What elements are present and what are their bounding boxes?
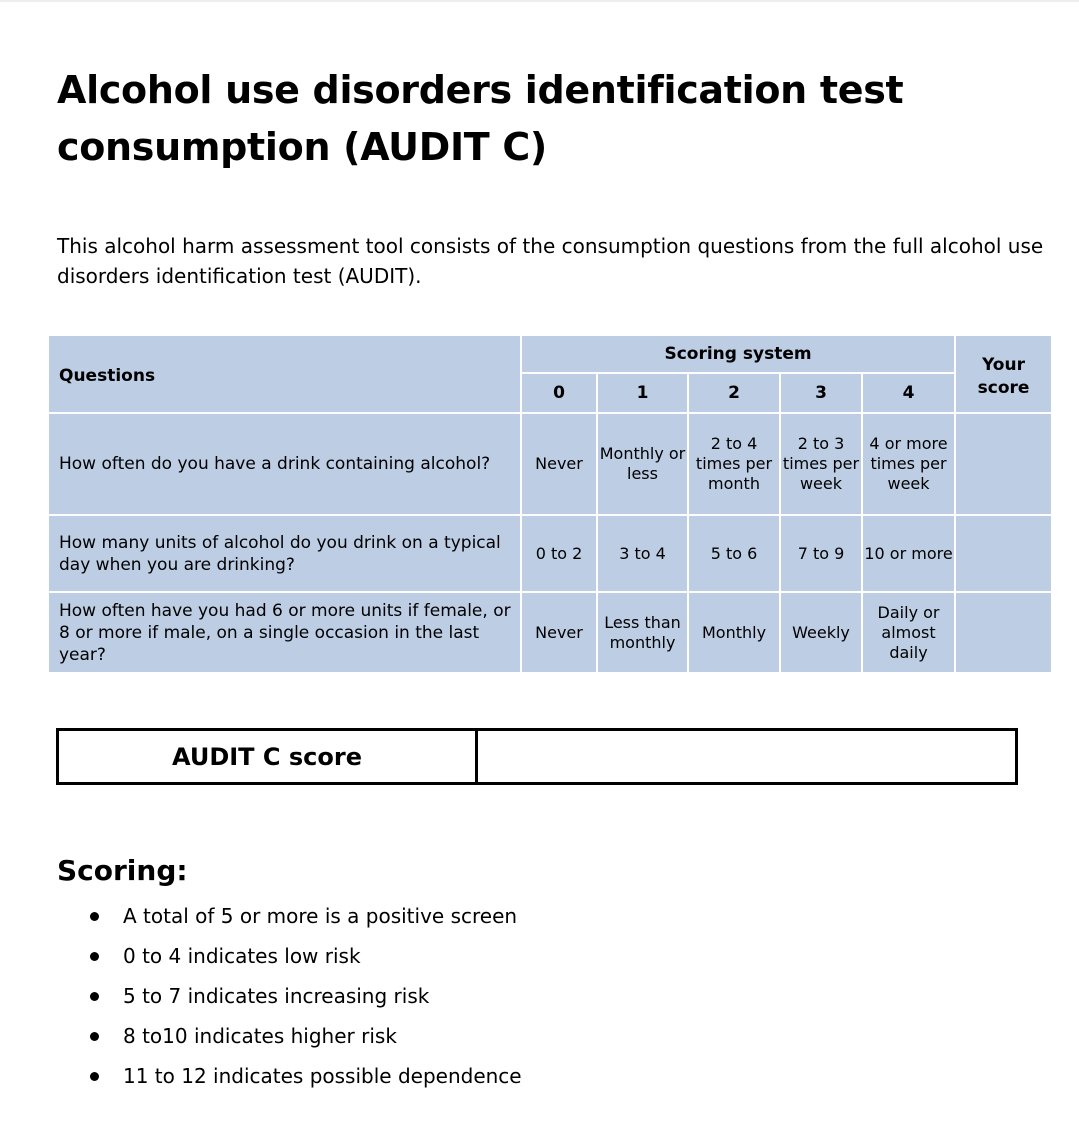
bullet-icon: [90, 952, 99, 961]
answer-cell[interactable]: Never: [521, 592, 597, 673]
list-item: [88, 896, 522, 936]
scoring-item-text: 11 to 12 indicates possible dependence: [123, 1064, 522, 1088]
scoring-title: Scoring:: [57, 854, 188, 887]
question-cell: How often do you have a drink containing alcohol?: [48, 413, 521, 515]
scoring-list: [88, 896, 522, 1096]
audit-c-table: [47, 334, 1053, 674]
answer-cell[interactable]: Monthly: [688, 592, 780, 673]
questions-header: Questions: [48, 335, 521, 413]
your-score-cell[interactable]: [955, 515, 1052, 592]
scoring-item-text: A total of 5 or more is a positive screen: [123, 904, 518, 928]
scoring-item-text: 8 to10 indicates higher risk: [123, 1024, 397, 1048]
answer-cell[interactable]: 2 to 3 times per week: [780, 413, 862, 515]
bullet-icon: [90, 1032, 99, 1041]
score-column-4: 4: [862, 373, 955, 413]
answer-cell[interactable]: Daily or almost daily: [862, 592, 955, 673]
table-row: [48, 592, 1052, 673]
score-column-0: 0: [521, 373, 597, 413]
scoring-system-header: Scoring system: [521, 335, 955, 373]
score-column-3: 3: [780, 373, 862, 413]
bullet-icon: [90, 1072, 99, 1081]
bullet-icon: [90, 992, 99, 1001]
page-title: Alcohol use disorders identification test consumption (AUDIT C): [57, 68, 904, 169]
table-row: [48, 515, 1052, 592]
score-column-1: 1: [597, 373, 688, 413]
audit-c-score-input[interactable]: [478, 731, 1015, 782]
your-score-cell[interactable]: [955, 592, 1052, 673]
list-item: [88, 1016, 522, 1056]
your-score-header: Your score: [955, 335, 1052, 413]
intro-text: This alcohol harm assessment tool consists of the consumption questions from the full alcohol use disorders identification test (AUDIT).: [57, 234, 1044, 288]
bullet-icon: [90, 912, 99, 921]
answer-cell[interactable]: Weekly: [780, 592, 862, 673]
list-item: [88, 1056, 522, 1096]
scoring-item-text: 0 to 4 indicates low risk: [123, 944, 361, 968]
list-item: [88, 976, 522, 1016]
answer-cell[interactable]: 10 or more: [862, 515, 955, 592]
your-score-cell[interactable]: [955, 413, 1052, 515]
audit-c-score-box: [56, 728, 1018, 785]
answer-cell[interactable]: 3 to 4: [597, 515, 688, 592]
answer-cell[interactable]: Less than monthly: [597, 592, 688, 673]
question-cell: How often have you had 6 or more units if female, or 8 or more if male, on a single occasion in the last year?: [48, 592, 521, 673]
score-column-2: 2: [688, 373, 780, 413]
list-item: [88, 936, 522, 976]
answer-cell[interactable]: 7 to 9: [780, 515, 862, 592]
answer-cell[interactable]: 0 to 2: [521, 515, 597, 592]
answer-cell[interactable]: Monthly or less: [597, 413, 688, 515]
scoring-item-text: 5 to 7 indicates increasing risk: [123, 984, 430, 1008]
top-divider: [0, 0, 1079, 2]
table-row: [48, 413, 1052, 515]
answer-cell[interactable]: 2 to 4 times per month: [688, 413, 780, 515]
answer-cell[interactable]: 5 to 6: [688, 515, 780, 592]
audit-c-score-label: AUDIT C score: [59, 731, 478, 782]
answer-cell[interactable]: 4 or more times per week: [862, 413, 955, 515]
question-cell: How many units of alcohol do you drink on a typical day when you are drinking?: [48, 515, 521, 592]
answer-cell[interactable]: Never: [521, 413, 597, 515]
